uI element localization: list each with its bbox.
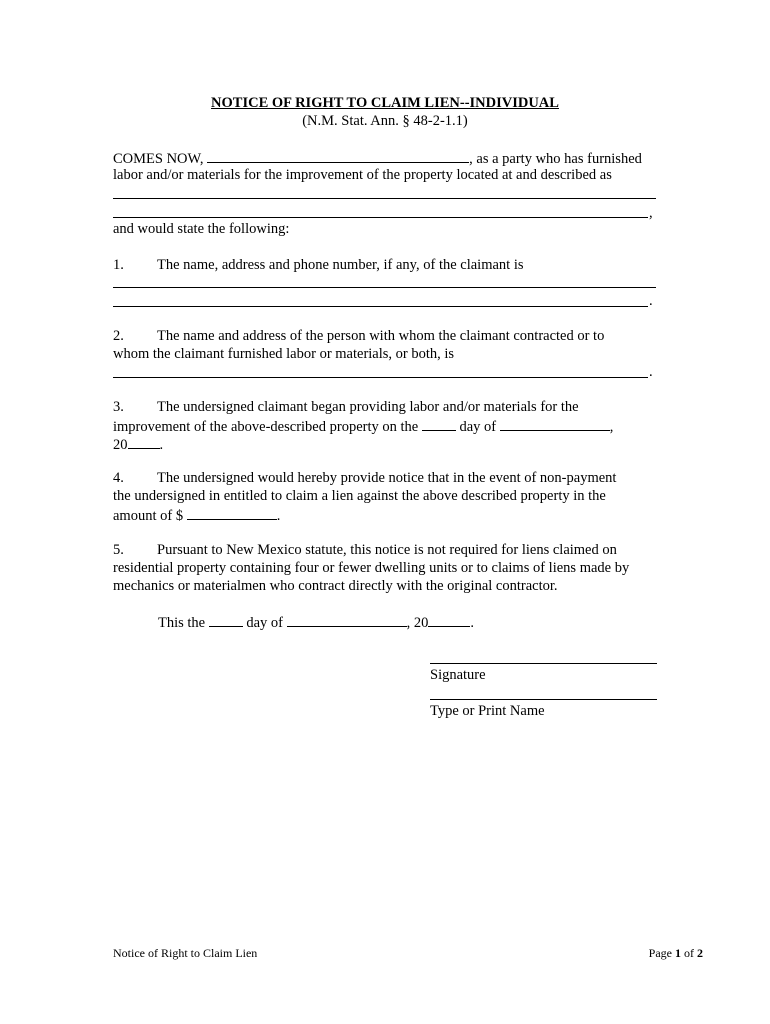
document-title: NOTICE OF RIGHT TO CLAIM LIEN--INDIVIDUAL [211, 95, 559, 111]
total-pages: 2 [697, 946, 703, 960]
footer-title: Notice of Right to Claim Lien [113, 946, 258, 960]
item-1-number: 1. [113, 257, 124, 273]
claimant-info-blank-2[interactable] [113, 306, 648, 307]
signature-line[interactable] [430, 663, 657, 664]
item-2-number: 2. [113, 328, 124, 344]
item-5-number: 5. [113, 542, 124, 558]
start-month-blank[interactable] [500, 416, 610, 431]
claimant-info-blank-1[interactable] [113, 287, 656, 288]
dated-day-blank[interactable] [209, 612, 243, 627]
property-blank-2[interactable] [113, 217, 648, 218]
dated-year-blank[interactable] [428, 612, 470, 627]
contractor-info-blank[interactable] [113, 377, 648, 378]
item-3-line-3: 20 . [113, 434, 163, 454]
intro-line-2: labor and/or materials for the improvement of the property located at and described as [113, 167, 612, 183]
item-2-end: . [649, 364, 653, 380]
item-2-line-2: whom the claimant furnished labor or materials, or both, is [113, 346, 455, 362]
amount-blank[interactable] [187, 505, 277, 520]
item-2-text-1: The name and address of the person with whom the claimant contracted or to [157, 328, 605, 344]
signature-label: Signature [430, 667, 486, 683]
start-year-blank[interactable] [128, 434, 160, 449]
dated-line: This the day of , 20 . [158, 612, 474, 632]
item-5-line-2: residential property containing four or fewer dwelling units or to claims of liens made by [113, 560, 630, 576]
item-3-line-2: improvement of the above-described property on the day of , [113, 416, 613, 436]
party-text: , as a party who has furnished [469, 151, 642, 167]
page-indicator: Page 1 of 2 [648, 946, 703, 960]
item-4-line-2: the undersigned in entitled to claim a lien against the above described property in the [113, 488, 606, 504]
item-4-line-3: amount of $ . [113, 505, 280, 525]
print-name-line[interactable] [430, 699, 657, 700]
start-day-blank[interactable] [422, 416, 456, 431]
item-2-line-1 [113, 327, 604, 345]
intro-line-end: and would state the following: [113, 221, 290, 237]
item-5-line-1 [113, 541, 617, 559]
comes-now-text: COMES NOW, [113, 151, 204, 167]
item-3-number: 3. [113, 399, 124, 415]
item-1-end: . [649, 293, 653, 309]
item-5-text-1: Pursuant to New Mexico statute, this notice is not required for liens claimed on [157, 542, 617, 558]
item-4-line-1 [113, 469, 616, 487]
print-name-label: Type or Print Name [430, 703, 545, 719]
property-blank-1[interactable] [113, 198, 656, 199]
property-comma: , [649, 205, 653, 221]
current-page: 1 [675, 946, 681, 960]
intro-line-1 [113, 148, 642, 168]
item-3-line-1 [113, 398, 579, 416]
item-3-text-1: The undersigned claimant began providing labor and/or materials for the [157, 399, 579, 415]
item-4-number: 4. [113, 470, 124, 486]
item-4-text-1: The undersigned would hereby provide notice that in the event of non-payment [157, 470, 617, 486]
claimant-name-blank[interactable] [207, 148, 469, 163]
document-subtitle: (N.M. Stat. Ann. § 48-2-1.1) [302, 113, 468, 129]
item-5-line-3: mechanics or materialmen who contract directly with the original contractor. [113, 578, 558, 594]
item-1-text: The name, address and phone number, if any, of the claimant is [157, 257, 524, 273]
item-1 [113, 256, 524, 274]
dated-month-blank[interactable] [287, 612, 407, 627]
